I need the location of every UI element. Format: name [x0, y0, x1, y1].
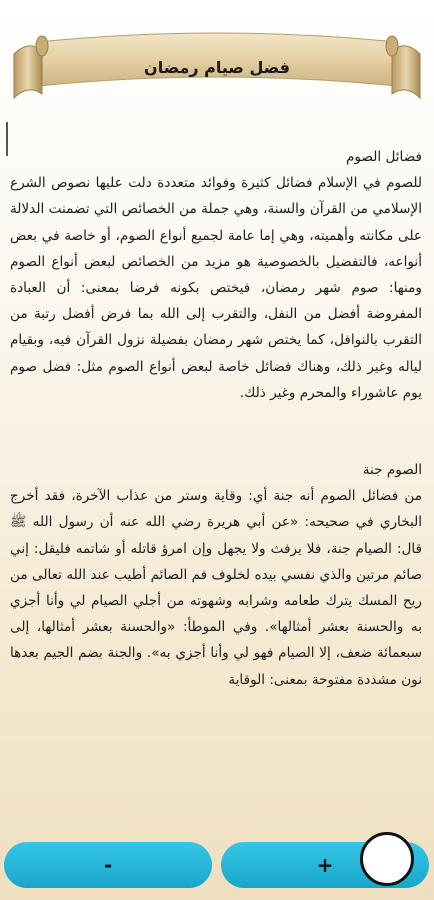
article-paragraph: للصوم في الإسلام فضائل كثيرة وفوائد متعددة دلت عليها نصوص الشرع الإسلامي من القرآن والسنة، وهي جملة من الخصائص التي تضمنت الدلالة على مكانته وأهميته، وهي إما عامة لجميع أنواع الصوم، أو خاصة في بعض أنواعه، فالتفضيل بالخصوصية هو مزيد من الخصائص لبعض أنواع الصوم ومنها: صوم شهر رمضان، فيختص بكونه فرضا بمعنى: أن العبادة المفروضة أفضل من النفل، والتقرب إلى الله بما فرض أفضل رتبة من التقرب بالنوافل، كما يختص شهر رمضان بفضيلة نزول القرآن فيه، وبقيام لياله وغير ذلك، وهناك فضائل خاصة لبعض أنواع الصوم مثل: فضل صوم يوم عاشوراء والمحرم وغير ذلك.: [10, 175, 422, 401]
section-heading-virtues: فضائل الصوم: [346, 149, 422, 165]
decrease-font-button[interactable]: [4, 842, 212, 888]
quote-bar: [6, 122, 8, 156]
article-paragraph: من فضائل الصوم أنه جنة أي: وقاية وستر من عذاب الآخرة، فقد أخرج البخاري في صحيحه: «عن أبي هريرة رضي الله عنه أن رسول الله ﷺ قال: الصيام جنة، فلا يرفث ولا يجهل وإن امرؤ قاتله أو شاتمه فليقل: إني صائم مرتين والذي نفسي بيده لخلوف فم الصائم أطيب عند الله تعالى من ريح المسك يترك طعامه وشرابه وشهوته من أجلي الصيام لي وأنا أجزي به والحسنة بعشر أمثالها». وفي الموطأ: «والحسنة بعشر أمثالها، إلى سبعمائة ضعف، إلا الصيام فهو لي وأنا أجزي به». والجنة بضم الجيم بعدها نون مشددة مفتوحة بمعنى: الوقاية: [10, 488, 422, 688]
page-title: فضل صيام رمضان: [144, 58, 290, 77]
floating-action-button[interactable]: [360, 832, 414, 886]
title-banner-scroll: [8, 20, 426, 104]
minus-label: -: [103, 853, 113, 877]
plus-label: +: [316, 853, 334, 877]
section-heading-fasting-shield: الصوم جنة: [362, 462, 422, 479]
article-body: [10, 144, 422, 834]
